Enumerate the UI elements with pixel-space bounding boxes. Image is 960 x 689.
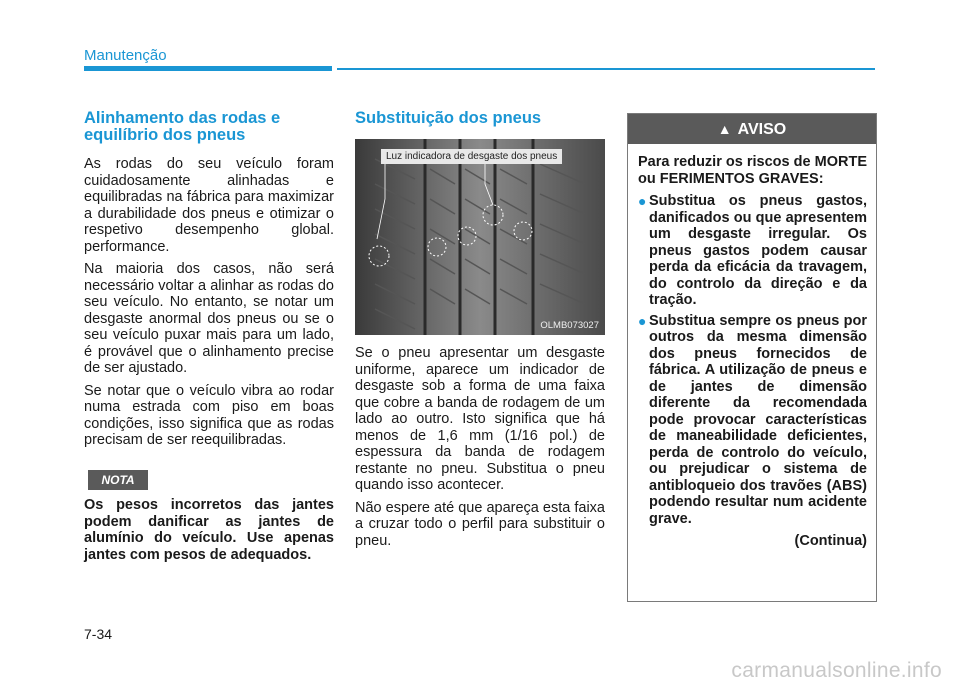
- wheel-alignment-section: [84, 110, 334, 455]
- warning-bullet-text: Substitua os pneus gastos, danificados ou que apresentem um desgaste irregular. Os pneus gastos podem causar perda da eficácia da travagem, do controlo da direção e da tração.: [649, 193, 867, 308]
- page-number: 7-34: [84, 626, 113, 642]
- replacement-paragraph-1: Se o pneu apresentar um desgaste uniforme, aparece um indicador de desgaste sob a forma de uma faixa que cobre a banda de rodagem de um lado ao outro. Isto significa que há menos de 1,6 mm (1/16 pol.) de espessura da banda de rodagem restante no pneu. Substitua o pneu quando isso acontecer.: [355, 345, 605, 493]
- tire-tread-illustration: [355, 139, 605, 335]
- tire-wear-figure: [355, 139, 605, 335]
- tire-wear-indicator-label: Luz indicadora de desgaste dos pneus: [381, 149, 562, 164]
- bullet-dot-icon: ●: [638, 193, 647, 209]
- tire-replacement-section: [355, 110, 605, 139]
- alignment-paragraph-2: Na maioria dos casos, não será necessário voltar a alinhar as rodas do seu veículo. No entanto, se notar um desgaste anormal dos pneus ou se o seu veículo puxar mais para um lado, é provável que o alinhamento precise de ser ajustado.: [84, 261, 334, 376]
- header-rule-thick: [84, 66, 332, 71]
- replacement-paragraph-2: Não espere até que apareça esta faixa a cruzar todo o perfil para substituir o pneu.: [355, 499, 605, 549]
- warning-bullet: [638, 193, 867, 309]
- figure-code: OLMB073027: [540, 320, 599, 331]
- warning-box: [627, 113, 877, 602]
- warning-header: [628, 114, 876, 144]
- warning-body: [628, 144, 876, 550]
- warning-intro: Para reduzir os riscos de MORTE ou FERIMENTOS GRAVES:: [638, 154, 867, 187]
- bullet-dot-icon: ●: [638, 312, 647, 329]
- warning-triangle-icon: ▲: [717, 121, 732, 137]
- alignment-paragraph-3: Se notar que o veículo vibra ao rodar numa estrada com piso em boas condições, isso significa que as rodas precisam de ser reequilibradas.: [84, 382, 334, 448]
- watermark: carmanualsonline.info: [731, 659, 942, 682]
- tire-replacement-text: [355, 345, 605, 555]
- warning-title: AVISO: [737, 121, 787, 138]
- warning-bullet: [638, 313, 867, 528]
- tire-replacement-heading: Substituição dos pneus: [355, 109, 542, 127]
- section-title: Manutenção: [84, 47, 167, 64]
- wheel-alignment-heading: Alinhamento das rodas e equilíbrio dos pneus: [84, 109, 281, 144]
- nota-text: Os pesos incorretos das jantes podem danificar as jantes de alumínio do veículo. Use apenas jantes com pesos de adequados.: [84, 497, 334, 563]
- warning-bullet-text: Substitua sempre os pneus por outros da mesma dimensão dos pneus fornecidos de fábrica. A utilização de pneus e de jantes de dimensão diferente da recomendada pode provocar características de maneabilidade deficientes, perda de controlo do veículo, ou prejudicar o sistema de antibloqueio dos travões (ABS) podendo resultar num acidente grave.: [649, 312, 867, 527]
- nota-badge: NOTA: [88, 470, 148, 490]
- alignment-paragraph-1: As rodas do seu veículo foram cuidadosamente alinhadas e equilibradas na fábrica para maximizar a durabilidade dos pneus e otimizar o respetivo desempenho global. performance.: [84, 156, 334, 255]
- header-rule-thin: [337, 68, 875, 70]
- continued-label: (Continua): [794, 533, 867, 549]
